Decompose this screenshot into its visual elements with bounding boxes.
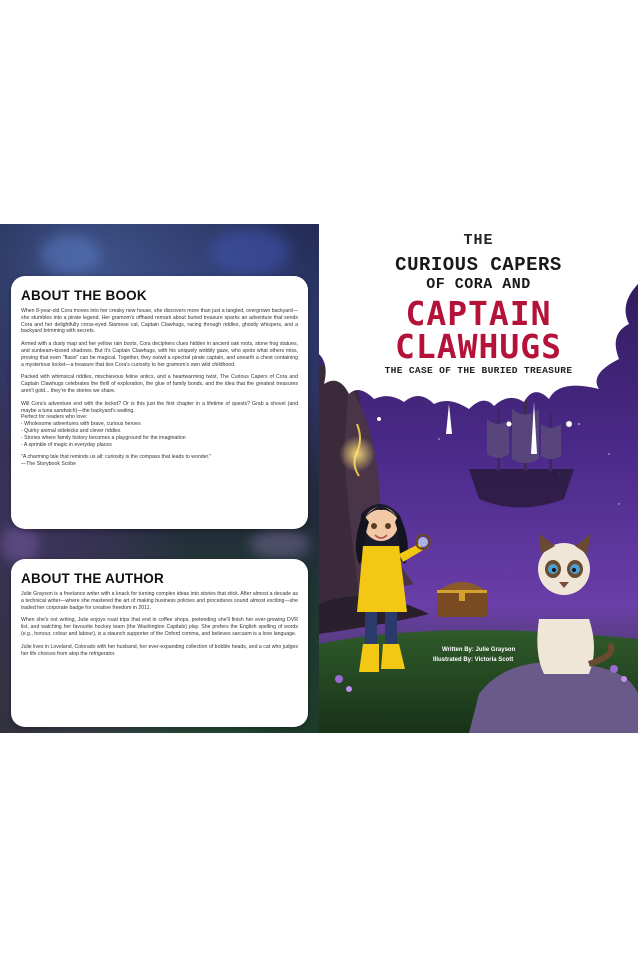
about-author-paragraph: Julie lives in Loveland, Colorado with her husband, her ever-expanding collection of bobble heads, and a cat who judges her life choices from atop the refrigerator. [21, 643, 298, 657]
author-credit: Written By: Julie Grayson [442, 647, 516, 653]
about-book-paragraph: Packed with whimsical riddles, mischievous feline antics, and a heartwarming twist, The Curious Capers of Cora and Captain Clawhugs celebrates the thrill of exploration, the glue of family bonds, and the idea that the greatest treasures aren't gold... they're the stories we share. [21, 374, 298, 394]
about-author-paragraph: When she's not writing, Julie enjoys road trips that end in coffee shops, pretending she'll finish her ever-growing DVR list, and watching her favourite hockey team (the Washington Capitals) play. She prefers the English spelling of words (e.g., honour, colour and labour), is a staunch supporter of the Oxford comma, and believes sarcasm is a love language. [21, 617, 298, 637]
treasure-chest [437, 582, 487, 617]
background-bokeh [0, 524, 40, 564]
about-book-heading: ABOUT THE BOOK [21, 288, 147, 303]
review-quote: "A charming tale that reminds us all: curiosity is the compass that leads to wonder." [21, 454, 212, 461]
reader-bullet: - Quirky animal sidekicks and clever riddles [21, 427, 121, 434]
reader-bullet: - A sprinkle of magic in everyday places [21, 441, 112, 448]
back-cover [0, 224, 319, 733]
reader-bullet: - Wholesome adventures with brave, curious heroes [21, 421, 141, 428]
about-author-panel [11, 559, 308, 727]
illustrator-credit: Illustrated By: Victoria Scott [433, 657, 514, 663]
subtitle: THE CASE OF THE BURIED TREASURE [384, 365, 573, 376]
title-of-cora-and: OF CORA AND [426, 276, 531, 293]
about-book-paragraph: Armed with a dusty map and her yellow rain boots, Cora deciphers clues hidden in ancient oak roots, stone frog statues, and sunbeam-kissed shadows. But it's Captain Clawhugs, with his uniquely wobbly gaze, who spots what others miss, proving that even "flaws" can be magical. Together, they outwit a spectral pirate captain, and unearth a chest containing a mysterious locket—a treasure that ties Cora's curiosity to her gramom's own wild childhood. [21, 341, 298, 368]
reader-bullet: - Stories where family history becomes a playground for the imagination [21, 434, 186, 441]
title-the: THE [463, 232, 494, 249]
about-author-heading: ABOUT THE AUTHOR [21, 571, 164, 586]
about-book-panel [11, 276, 308, 529]
front-cover [319, 224, 638, 733]
title-curious-capers: CURIOUS CAPERS [395, 254, 562, 276]
perfect-for-label: Perfect for readers who love: [21, 414, 88, 421]
book-cover-spread [0, 224, 638, 733]
background-bokeh [250, 529, 310, 559]
about-author-paragraph: Julie Grayson is a freelance writer with a knack for turning complex ideas into stories that stick. After almost a decade as a technical writer—where she mastered the art of making business policies and procedures sound almost exciting—she traded her corporate badge for creative freedom in 2011. [21, 591, 298, 611]
background-bokeh [210, 229, 290, 274]
reader-bullet-list [21, 421, 298, 448]
title-clawhugs: CLAWHUGS [395, 327, 562, 366]
title-captain: CAPTAIN [405, 294, 552, 333]
about-book-paragraph: Will Cora's adventure end with the locket? Or is this just the first chapter in a lifetime of quests? Grab a shovel (and maybe a tuna sandwich)—the backyard's waiting. [21, 400, 298, 414]
magic-glow [339, 436, 375, 472]
about-book-paragraph: When 8-year-old Cora moves into her creaky new house, she discovers more than just a tangled, overgrown backyard—she stumbles into a pirate legend. Her gramom's offhand remark about buried treasure sparks an adventure that sends Cora and her delightfully cross-eyed Siamese cat, Captain Clawhugs, racing through riddles, ghostly whispers, and a backyard brimming with secrets. [21, 308, 298, 335]
background-bokeh [40, 234, 100, 274]
review-source: —The Storybook Scribe [21, 461, 77, 468]
